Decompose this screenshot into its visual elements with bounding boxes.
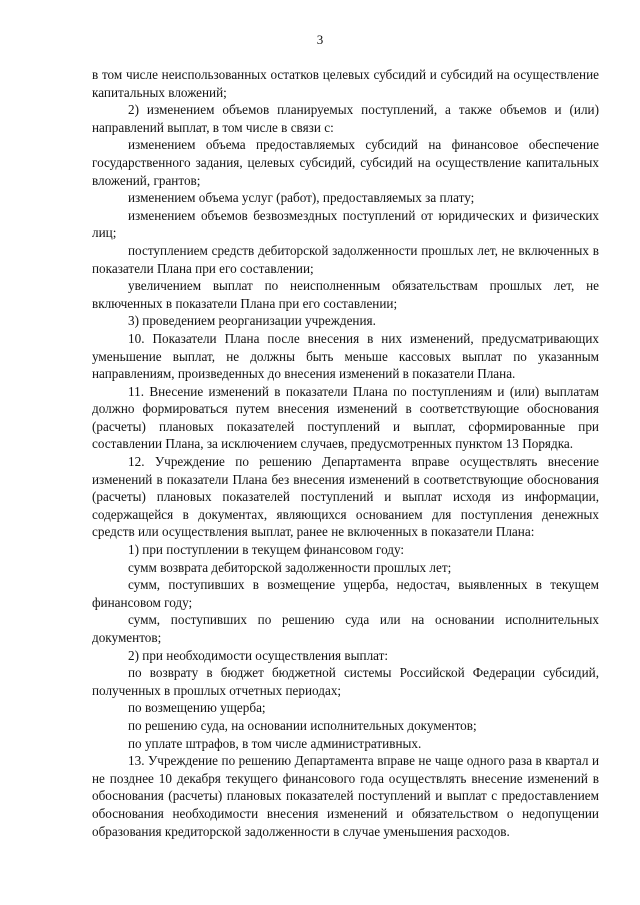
paragraph-2: 2) изменением объемов планируемых поступлений, а также объемов и (или) направлений выплат, в том числе в связи с: bbox=[92, 102, 599, 135]
page-number: 3 bbox=[316, 32, 324, 47]
paragraph-4: изменением объема услуг (работ), предоставляемых за плату; bbox=[128, 190, 475, 206]
paragraph-15: сумм, поступивших по решению суда или на основании исполнительных документов; bbox=[92, 612, 599, 645]
paragraph-13: сумм возврата дебиторской задолженности прошлых лет; bbox=[128, 559, 452, 575]
paragraph-10: 11. Внесение изменений в показатели Плана по поступлениям и (или) выплатам должно формироваться путем внесения изменений в соответствующие обоснования (расчеты) плановых показателей поступлений и выплат, сформированные при составлении Плана, за исключением случаев, предусмотренных пунктом 13 Порядка. bbox=[92, 383, 599, 452]
paragraph-5: изменением объемов безвозмездных поступлений от юридических и физических лиц; bbox=[92, 207, 599, 241]
paragraph-21: 13. Учреждение по решению Департамента вправе не чаще одного раза в квартал и не позднее 10 декабря текущего финансового года осуществлять внесение изменений в обоснования (расчеты) плановых показателей поступлений и выплат с предоставлением обоснования необходимости внесения изменений и обязательством о недопущении образования кредиторской задолженности в случае уменьшения расходов. bbox=[92, 753, 599, 839]
paragraph-3: изменением объема предоставляемых субсидий на финансовое обеспечение государственного задания, целевых субсидий, субсидий на осуществление капитальных вложений, грантов; bbox=[92, 137, 599, 188]
paragraph-9: 10. Показатели Плана после внесения в них изменений, предусматривающих уменьшение выплат, не должны быть меньше кассовых выплат по указанным направлениям, произведенных до внесения изменений в показатели Плана. bbox=[92, 330, 599, 382]
paragraph-20: по уплате штрафов, в том числе административных. bbox=[128, 735, 422, 751]
paragraph-14: сумм, поступивших в возмещение ущерба, недостач, выявленных в текущем финансовом году; bbox=[92, 577, 599, 610]
paragraph-11: 12. Учреждение по решению Департамента вправе осуществлять внесение изменений в показатели Плана без внесения изменений в соответствующие обоснования (расчеты) плановых показателей поступлений и выплат исходя из информации, содержащейся в документах, являющихся основанием для поступления денежных средств или осуществления выплат, ранее не включенных в показатели Плана: bbox=[92, 454, 599, 540]
paragraph-19: по решению суда, на основании исполнительных документов; bbox=[128, 717, 477, 733]
paragraph-16: 2) при необходимости осуществления выплат: bbox=[128, 647, 389, 663]
paragraph-1: в том числе неиспользованных остатков целевых субсидий и субсидий на осуществление капитальных вложений; bbox=[92, 67, 599, 100]
paragraph-17: по возврату в бюджет бюджетной системы Российской Федерации субсидий, полученных в прошлых отчетных периодах; bbox=[92, 665, 599, 698]
document-body bbox=[92, 66, 599, 840]
paragraph-12: 1) при поступлении в текущем финансовом году: bbox=[128, 542, 405, 558]
paragraph-18: по возмещению ущерба; bbox=[128, 700, 266, 716]
paragraph-8: 3) проведением реорганизации учреждения. bbox=[128, 313, 376, 329]
paragraph-7: увеличением выплат по неисполненным обязательствам прошлых лет, не включенных в показатели Плана при его составлении; bbox=[92, 278, 599, 311]
paragraph-6: поступлением средств дебиторской задолженности прошлых лет, не включенных в показатели Плана при его составлении; bbox=[92, 242, 599, 276]
